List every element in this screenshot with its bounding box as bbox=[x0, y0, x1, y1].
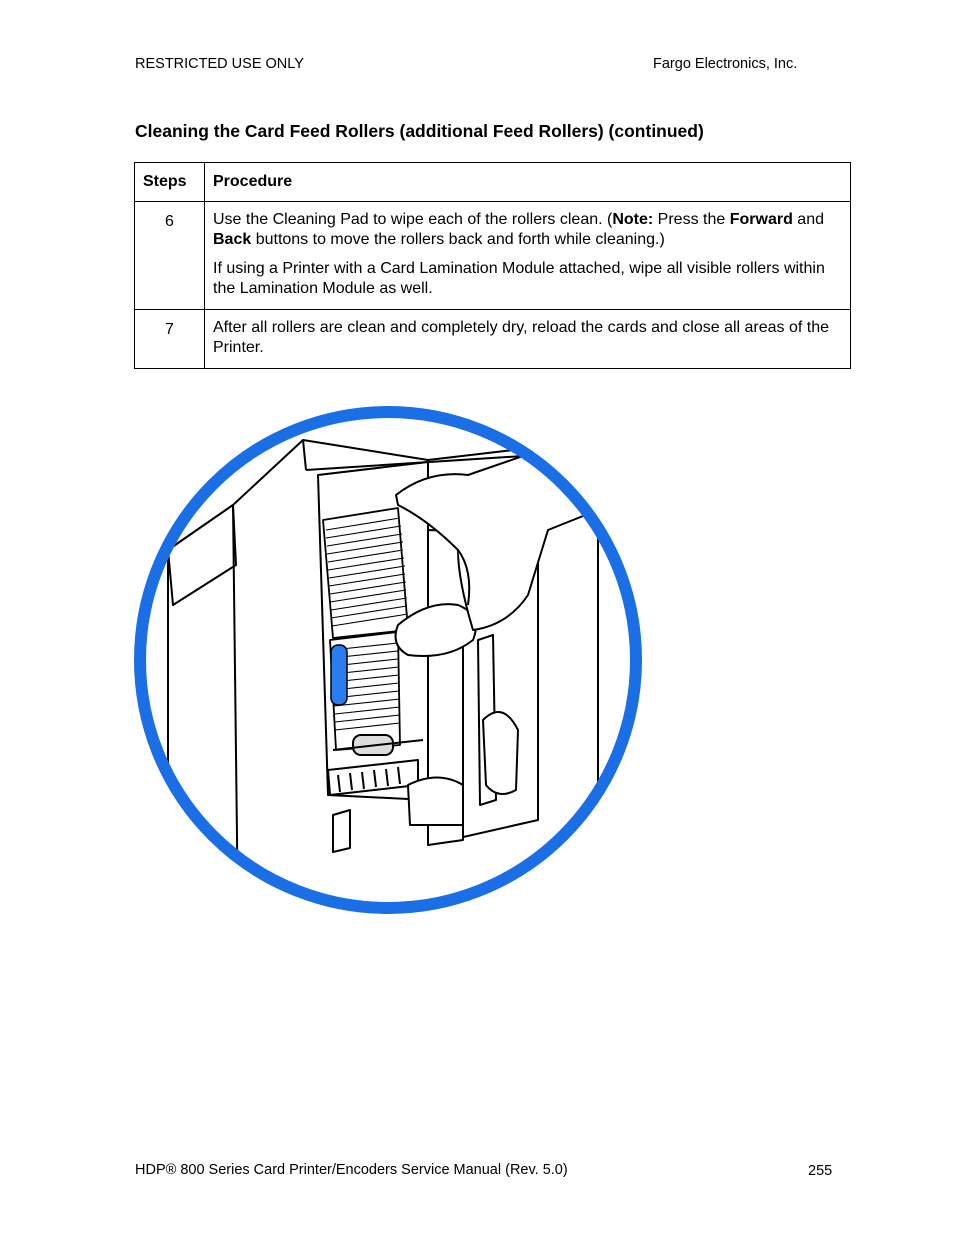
text-run: Press the bbox=[653, 211, 730, 228]
table-header-row bbox=[135, 163, 851, 202]
procedure-cell bbox=[205, 310, 851, 369]
header-company: Fargo Electronics, Inc. bbox=[653, 56, 798, 72]
procedure-table bbox=[134, 162, 851, 369]
page-number: 255 bbox=[808, 1163, 833, 1179]
header-procedure: Procedure bbox=[205, 163, 851, 202]
text-run: buttons to move the rollers back and forth while cleaning.) bbox=[251, 231, 665, 248]
roller-highlight bbox=[331, 645, 347, 705]
step-number: 6 bbox=[135, 202, 205, 310]
note-label: Note: bbox=[612, 211, 654, 228]
text-run: and bbox=[792, 211, 824, 228]
table-row bbox=[135, 310, 851, 369]
procedure-text: After all rollers are clean and completely dry, reload the cards and close all areas of the Printer. bbox=[213, 319, 830, 356]
header-restricted: RESTRICTED USE ONLY bbox=[135, 56, 304, 72]
forward-term: Forward bbox=[729, 211, 793, 228]
cleaning-rollers-illustration bbox=[128, 400, 648, 920]
section-title: Cleaning the Card Feed Rollers (additional Feed Rollers) (continued) bbox=[135, 121, 704, 141]
back-term: Back bbox=[213, 231, 252, 248]
procedure-text bbox=[213, 210, 842, 250]
text-run: Use the Cleaning Pad to wipe each of the rollers clean. ( bbox=[213, 211, 613, 228]
footer-manual-title: HDP® 800 Series Card Printer/Encoders Service Manual (Rev. 5.0) bbox=[135, 1162, 568, 1178]
header-steps: Steps bbox=[135, 163, 205, 202]
step-number: 7 bbox=[135, 310, 205, 369]
procedure-text: If using a Printer with a Card Lamination Module attached, wipe all visible rollers within the Lamination Module as well. bbox=[213, 260, 825, 297]
table-row bbox=[135, 202, 851, 310]
procedure-cell bbox=[205, 202, 851, 310]
